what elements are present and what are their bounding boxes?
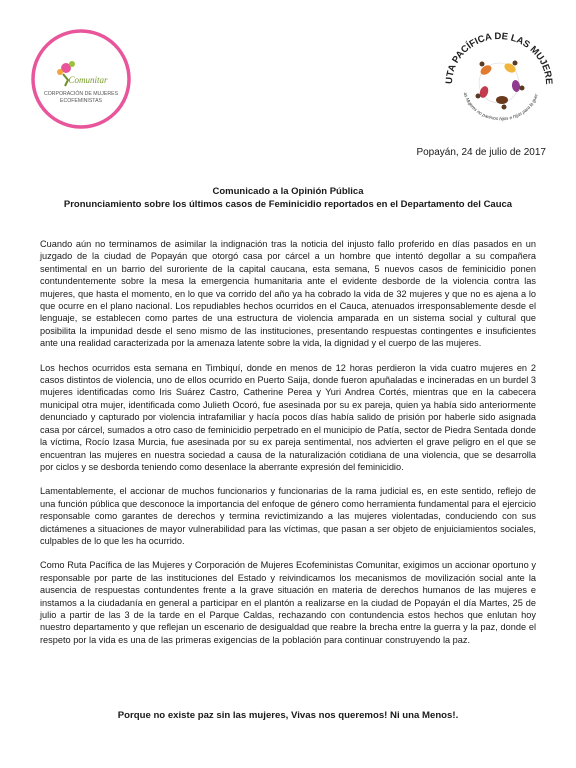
svg-text:RUTA PACÍFICA DE LAS MUJERES — [438, 28, 554, 85]
paragraph-4: Como Ruta Pacífica de las Mujeres y Corporación de Mujeres Ecofeministas Comunitar, exigimos un accionar oportuno y responsable por parte de las instituciones del Estado y reivindicamos los mecanismos de movilización social ante la ausencia de respuestas contundentes frente a la grave situación en materia de derechos humanos de las mujeres e instamos a la ciudadanía en general a participar en el plantón a realizarse en la ciudad de Popayán el día Martes, 25 de julio a partir de las 3 de la tarde en el Parque Caldas, rechazando con contundencia estos hechos que enlutan hoy nuestro departamento y que reflejan un escenario de desigualdad que reabre la brecha entre la guerra y la paz, donde el respeto por la vida es una de las primeras exigencias de la población para continuar construyendo la paz. — [40, 560, 536, 645]
document-subtitle: Pronunciamiento sobre los últimos casos de Feminicidio reportados en el Departamento del Cauca — [63, 199, 513, 210]
ruta-pacifica-logo-mark — [438, 28, 560, 128]
comunitar-logo-mark — [30, 28, 132, 130]
paragraph-1: Cuando aún no terminamos de asimilar la indignación tras la noticia del injusto fallo proferido en días pasados en un juzgado de la ciudad de Popayán que otorgó casa por cárcel a un hombre que intentó degollar a su compañera sentimental en un barrio del suroriente de la capital caucana, esta semana, 5 nuevos casos de feminicidio ponen contundentemente sobre la mesa la emergencia humanitaria ante el evidente desborde de la violencia contra las mujeres, que hasta el momento, en lo que va corrido del año ya ha cobrado la vida de 32 mujeres y que no es ajena a lo que ocurre en el plano nacional. Los repudiables hechos ocurridos en el Cauca, atenuados irresponsablemente desde el lenguaje, se establecen como partes de una estructura de violencia amparada en un sistema social y cultural que posibilita la impunidad desde el seno mismo de las instituciones, presentando respuestas contingentes e insuficientes ante una realidad caracterizada por la amenaza latente sobre la vida, la dignidad y el cuerpo de las mujeres. — [40, 239, 536, 349]
comunitar-logo — [30, 28, 132, 130]
comunitar-org-line2: ECOFEMINISTAS — [60, 98, 102, 104]
closing-statement: Porque no existe paz sin las mujeres, Vivas nos queremos! Ni una Menos!. — [117, 710, 459, 721]
document-body — [40, 238, 536, 658]
paragraph-2: Los hechos ocurridos esta semana en Timbiquí, donde en menos de 12 horas perdieron la vida cuatro mujeres en 2 casos distintos de violencia, uno de ellos ocurrido en Puerto Saija, donde fueron apuñaladas e incineradas en un burdel 3 mujeres identificadas como Iris Suárez Castro, Catherine Perea y Yuri Andrea Cortés, mientras que en la cabecera municipal otra mujer, identificada como Julieth Ocoró, fue asesinada por su ex pareja, quien ya había sido anteriormente denunciado y capturado por violencia intrafamiliar y hacía pocos días había salido de prisión por haberle sido asignada casa por cárcel, sumados a otro caso de feminicidio perpetrado en el municipio de Patía, sector de Piedra Sentada donde la víctima, Rocío Izasa Murcia, fue asesinada por su ex pareja sentimental, nos advierten el grave peligro en el que se encuentran las mujeres en nuestra sociedad a causa de la naturalización cotidiana de una violencia, que se desarrolla por ciclos y se desborda teniendo como desenlace la aberrante expresión del feminicidio. — [40, 362, 536, 472]
document-date: Popayán, 24 de julio de 2017 — [416, 147, 546, 158]
ruta-arc-top-text: UTA PACÍFICA DE LAS MUJERE — [443, 30, 555, 85]
document-title: Comunicado a la Opinión Pública — [212, 186, 364, 197]
dancing-women-icon — [476, 61, 525, 110]
ruta-arc-bottom-text: as Mujeres no parimos hijos e hijas para la guer — [462, 91, 539, 122]
comunitar-org-line1: CORPORACIÓN DE MUJERES — [43, 91, 119, 97]
ruta-pacifica-logo — [438, 28, 560, 128]
heading-block — [30, 185, 546, 211]
comunitar-wordmark: Comunitar — [68, 75, 108, 85]
paragraph-3: Lamentablemente, el accionar de muchos funcionarios y funcionarias de la rama judicial es, en este sentido, reflejo de una función pública que desconoce la importancia del enfoque de género como herramienta fundamental para el ejercicio responsable como garantes de derechos y termina revictimizando a las mujeres violentadas, conduciendo con sus dictámenes a situaciones de mayor vulnerabilidad para las víctimas, que pasan a ser objeto de enjuiciamientos sociales, culpables de lo que les ha ocurrido. — [40, 486, 536, 546]
